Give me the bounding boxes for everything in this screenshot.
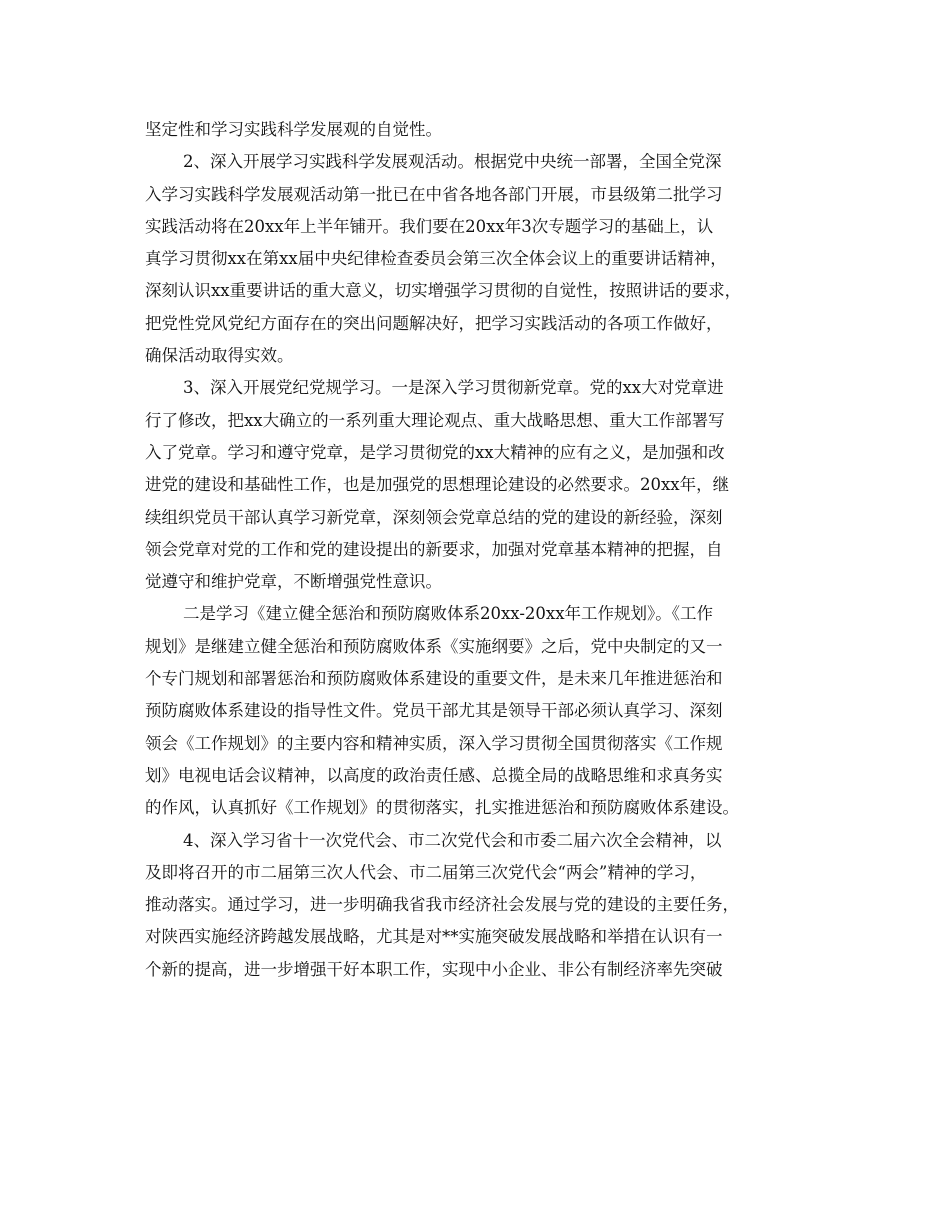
text-line: 3、深入开展党纪党规学习。一是深入学习贯彻新党章。党的xx大对党章进 xyxy=(183,378,724,398)
text-line: 确保活动取得实效。 xyxy=(145,346,294,366)
text-line: 领会《工作规划》的主要内容和精神实质，深入学习贯彻全国贯彻落实《工作规 xyxy=(145,733,723,753)
text-line: 入学习实践科学发展观活动第一批已在中省各地各部门开展，市县级第二批学习 xyxy=(145,184,723,204)
text-line: 二是学习《建立健全惩治和预防腐败体系20xx-20xx年工作规划》。《工作 xyxy=(183,604,713,624)
text-line: 4、深入学习省十一次党代会、市二次党代会和市委二届六次全会精神，以 xyxy=(183,830,722,850)
text-line: 把党性党风党纪方面存在的突出问题解决好，把学习实践活动的各项工作做好， xyxy=(145,313,723,333)
text-line: 续组织党员干部认真学习新党章，深刻领会党章总结的党的建设的新经验，深刻 xyxy=(145,507,723,527)
text-line: 的作风，认真抓好《工作规划》的贯彻落实，扎实推进惩治和预防腐败体系建设。 xyxy=(145,798,739,818)
text-line: 觉遵守和维护党章，不断增强党性意识。 xyxy=(145,572,442,592)
text-line: 推动落实。通过学习，进一步明确我省我市经济社会发展与党的建设的主要任务， xyxy=(145,895,739,915)
text-line: 划》电视电话会议精神，以高度的政治责任感、总揽全局的战略思维和求真务实 xyxy=(145,765,723,785)
text-line: 真学习贯彻xx在第xx届中央纪律检查委员会第三次全体会议上的重要讲话精神， xyxy=(145,249,727,269)
text-line: 个新的提高，进一步增强干好本职工作，实现中小企业、非公有制经济率先突破 xyxy=(145,959,723,979)
text-line: 实践活动将在20xx年上半年铺开。我们要在20xx年3次专题学习的基础上，认 xyxy=(145,216,714,236)
text-line: 对陕西实施经济跨越发展战略，尤其是对**实施突破发展战略和举措在认识有一 xyxy=(145,927,723,947)
text-line: 领会党章对党的工作和党的建设提出的新要求，加强对党章基本精神的把握，自 xyxy=(145,539,723,559)
text-line: 预防腐败体系建设的指导性文件。党员干部尤其是领导干部必须认真学习、深刻 xyxy=(145,701,723,721)
text-line: 深刻认识xx重要讲话的重大意义，切实增强学习贯彻的自觉性，按照讲话的要求， xyxy=(145,281,742,301)
text-line: 坚定性和学习实践科学发展观的自觉性。 xyxy=(145,120,442,139)
text-line: 进党的建设和基础性工作，也是加强党的思想理论建设的必然要求。20xx年，继 xyxy=(145,475,730,495)
text-line: 2、深入开展学习实践科学发展观活动。根据党中央统一部署，全国全党深 xyxy=(183,152,722,172)
text-line: 及即将召开的市二届第三次人代会、市二届第三次党代会“两会”精神的学习， xyxy=(145,862,707,882)
text-line: 入了党章。学习和遵守党章，是学习贯彻党的xx大精神的应有之义，是加强和改 xyxy=(145,442,725,462)
text-line: 行了修改，把xx大确立的一系列重大理论观点、重大战略思想、重大工作部署写 xyxy=(145,410,725,430)
document-body xyxy=(145,114,820,986)
text-line: 个专门规划和部署惩治和预防腐败体系建设的重要文件，是未来几年推进惩治和 xyxy=(145,669,723,689)
text-line: 规划》是继建立健全惩治和预防腐败体系《实施纲要》之后，党中央制定的又一 xyxy=(145,636,723,656)
